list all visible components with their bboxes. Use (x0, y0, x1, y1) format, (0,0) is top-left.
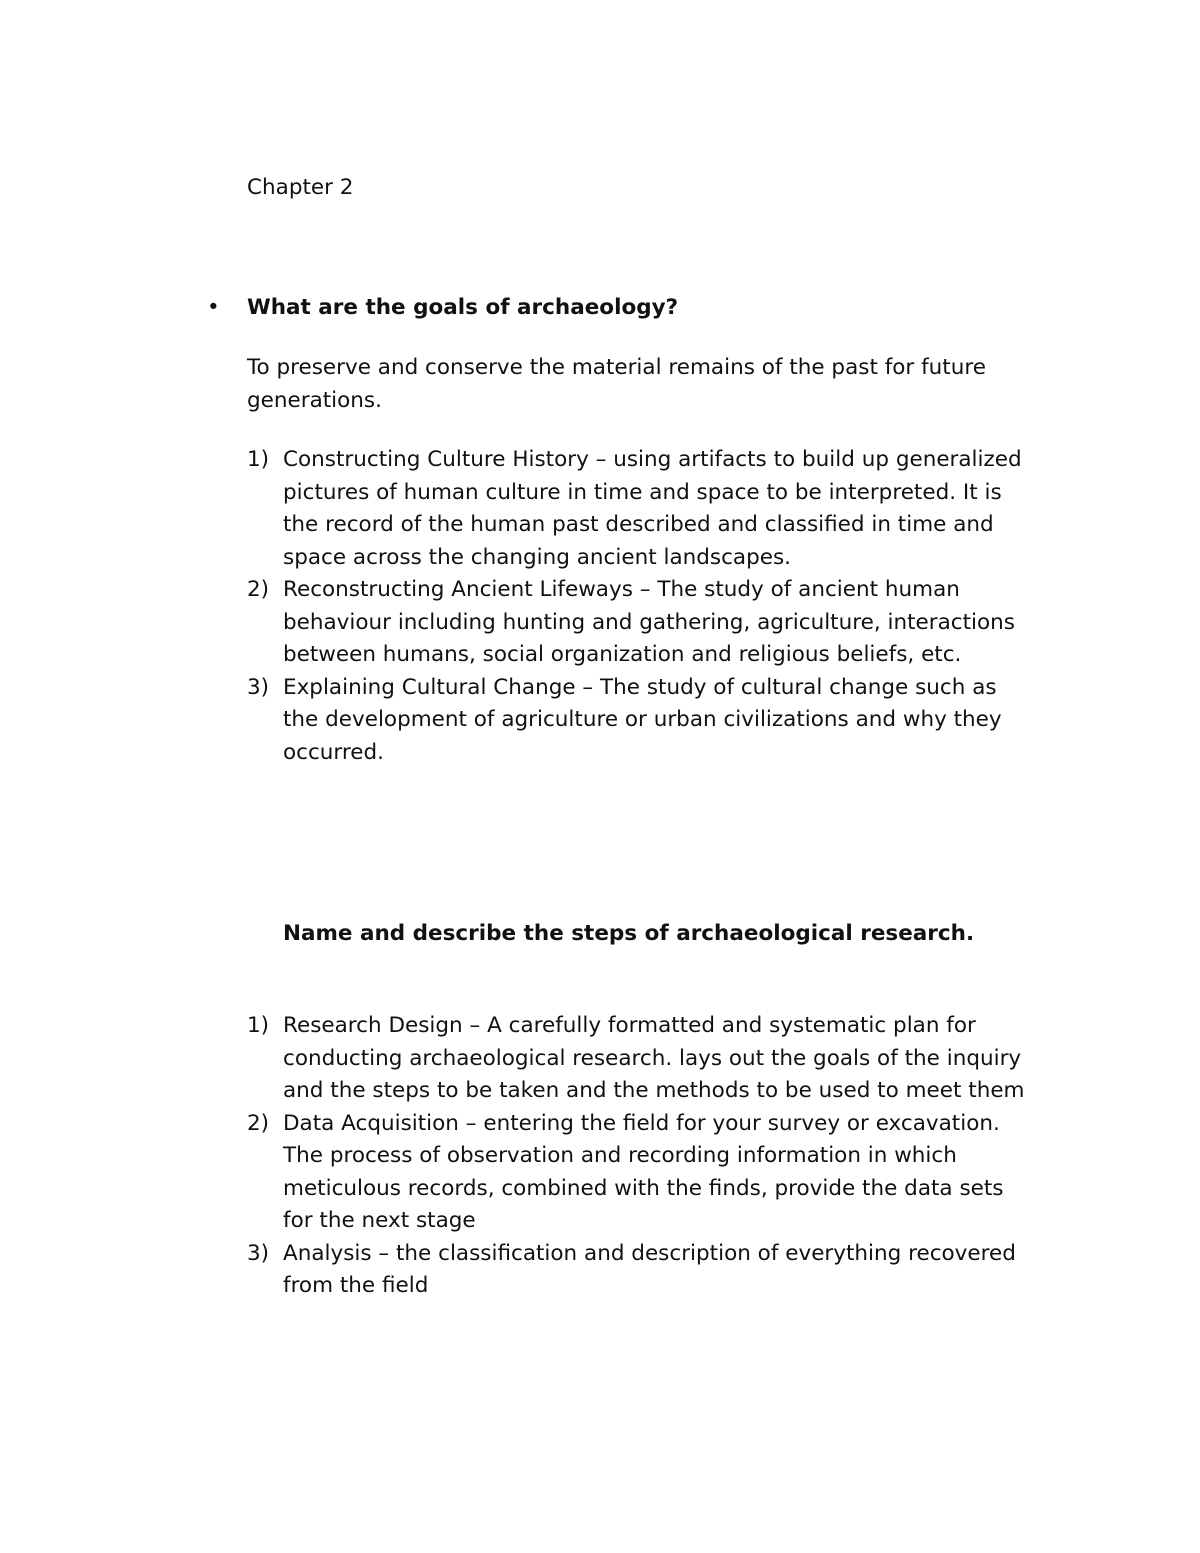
research-steps-list (247, 1010, 1037, 1303)
list-item-text: Data Acquisition – entering the field for your survey or excavation. The process of observation and recording information in which meticulous records, combined with the finds, provide the data sets for the next stage (283, 1110, 1004, 1233)
list-item-number: 3) (247, 1240, 270, 1266)
list-item (247, 1238, 1037, 1303)
list-item-text: Constructing Culture History – using artifacts to build up generalized pictures of human culture in time and space to be interpreted. It is the record of the human past described and classified in time and space across the changing ancient landscapes. (283, 447, 1022, 570)
list-item (247, 1108, 1037, 1238)
list-item (247, 574, 1037, 672)
list-item-text: Explaining Cultural Change – The study of cultural change such as the development of agriculture or urban civilizations and why they occurred. (283, 674, 1002, 765)
goals-list (247, 444, 1037, 769)
list-item (247, 672, 1037, 770)
question-goals-of-archaeology (207, 292, 679, 324)
list-item-number: 3) (247, 674, 270, 700)
list-item-number: 2) (247, 577, 270, 602)
list-item-text: Research Design – A carefully formatted and systematic plan for conducting archaeological research. lays out the goals of the inquiry and the steps to be taken and the methods to be used to meet them (283, 1013, 1025, 1103)
list-item-number: 1) (247, 447, 270, 472)
list-item-number: 2) (247, 1110, 270, 1136)
list-item-text: Analysis – the classification and description of everything recovered from the field (283, 1240, 1016, 1298)
goals-intro-paragraph: To preserve and conserve the material remains of the past for future generations. (247, 355, 986, 413)
bullet-icon: • (207, 295, 220, 320)
question-text: What are the goals of archaeology? (247, 295, 679, 320)
list-item (247, 1010, 1037, 1108)
question-steps-of-research: Name and describe the steps of archaeological research. (283, 921, 975, 946)
list-item (247, 444, 1037, 574)
list-item-number: 1) (247, 1013, 270, 1038)
chapter-title: Chapter 2 (247, 175, 354, 200)
list-item-text: Reconstructing Ancient Lifeways – The study of ancient human behaviour including hunting and gathering, agriculture, interactions between humans, social organization and religious beliefs, etc. (283, 577, 1015, 667)
